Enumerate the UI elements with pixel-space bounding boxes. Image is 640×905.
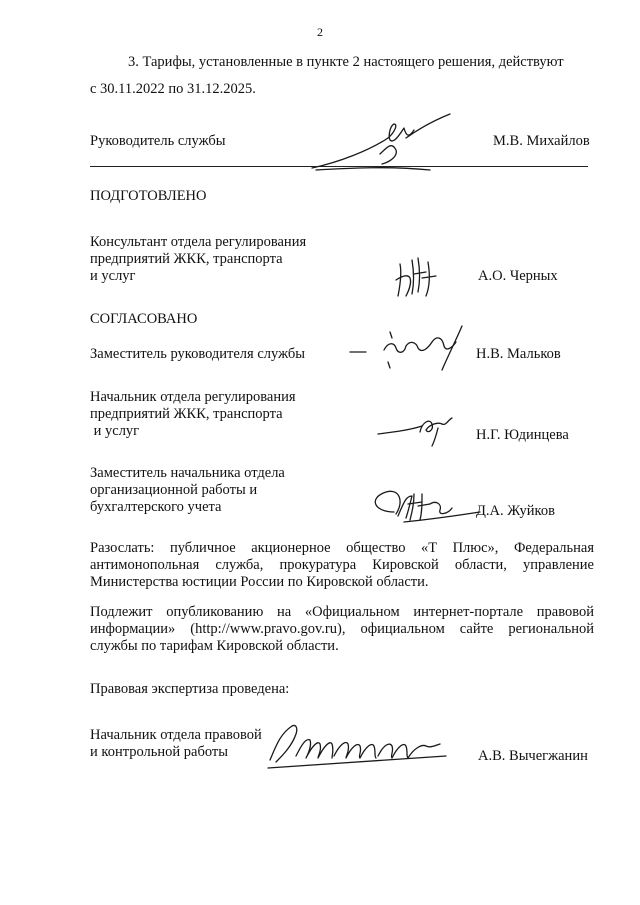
head-title: Руководитель службы <box>90 133 226 149</box>
prepared-name: А.О. Черных <box>478 268 558 284</box>
prepared-position-line3: и услуг <box>90 268 136 284</box>
agreed-heading: СОГЛАСОВАНО <box>90 311 198 327</box>
signer-2-position-line1: Начальник отдела регулирования <box>90 389 296 405</box>
signer-2-position-line2: предприятий ЖКК, транспорта <box>90 406 283 422</box>
signer-3-signature <box>364 482 484 532</box>
prepared-position-line2: предприятий ЖКК, транспорта <box>90 251 283 267</box>
signer-2-position-line3: и услуг <box>90 423 140 439</box>
head-name: М.В. Михайлов <box>493 133 590 149</box>
legal-name: А.В. Вычегжанин <box>478 748 588 764</box>
signer-3-position-line3: бухгалтерского учета <box>90 499 222 515</box>
legal-note: Правовая экспертиза проведена: <box>90 681 290 697</box>
signer-1-position: Заместитель руководителя службы <box>90 346 306 362</box>
paragraph-3-line1: 3. Тарифы, установленные в пункте 2 настоящего решения, действуют <box>128 54 564 70</box>
legal-signature <box>262 716 452 776</box>
signer-2-name: Н.Г. Юдинцева <box>476 427 569 443</box>
page-number: 2 <box>317 25 323 39</box>
prepared-position-line1: Консультант отдела регулирования <box>90 234 307 250</box>
prepared-heading: ПОДГОТОВЛЕНО <box>90 188 207 204</box>
legal-position-line2: и контрольной работы <box>90 744 228 760</box>
signer-2-signature <box>374 408 464 448</box>
publication-paragraph: Подлежит опубликованию на «Официальном интернет-портале правовой информации» (http://www.pravo.gov.ru), официальном сайте региональной службы по тарифам Кировской области. <box>90 604 594 654</box>
signer-1-name: Н.В. Мальков <box>476 346 561 362</box>
signer-3-position-line1: Заместитель начальника отдела <box>90 465 285 481</box>
signer-3-position-line2: организационной работы и <box>90 482 258 498</box>
legal-position-line1: Начальник отдела правовой <box>90 727 262 743</box>
signer-1-signature <box>344 318 484 378</box>
head-signature <box>310 110 460 180</box>
distribution-paragraph: Разослать: публичное акционерное общество «Т Плюс», Федеральная антимонопольная служба, прокуратура Кировской области, управление Министерства юстиции России по Кировской области. <box>90 540 594 590</box>
signer-3-name: Д.А. Жуйков <box>476 503 555 519</box>
prepared-signature <box>392 252 452 302</box>
paragraph-3-line2: с 30.11.2022 по 31.12.2025. <box>90 81 256 97</box>
